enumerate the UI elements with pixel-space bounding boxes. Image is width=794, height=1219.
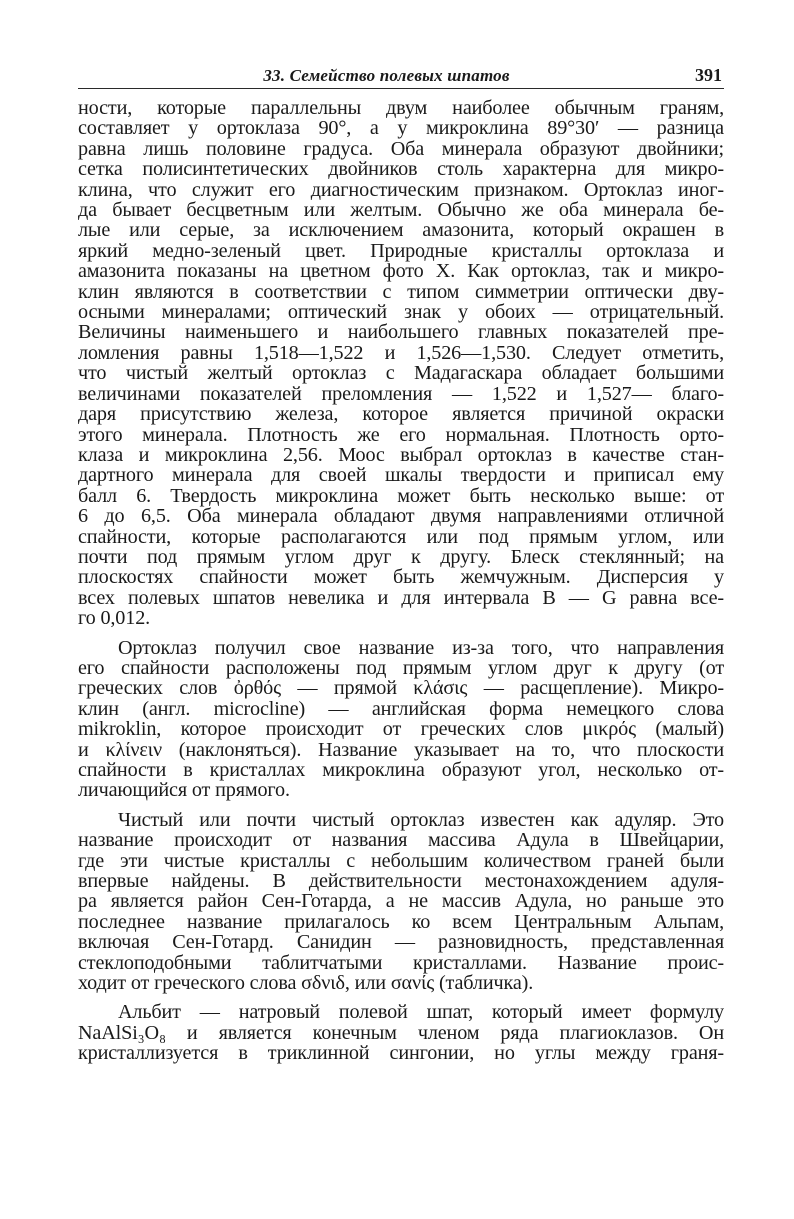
text-line: спайности в кристаллах микроклина образуют угол, несколько от- bbox=[78, 759, 724, 781]
text-line: ности, которые параллельны двум наиболее обычным граням, bbox=[78, 97, 724, 119]
page-number: 391 bbox=[695, 65, 722, 85]
text-line: ра является район Сен-Готарда, а не массив Адула, но раньше это bbox=[78, 890, 724, 913]
text-line: впервые найдены. В действительности местонахождением адуля- bbox=[78, 870, 724, 893]
text-line: mikroklin, которое происходит от греческих слов μικρός (малый) bbox=[78, 718, 724, 741]
text-line: ломления равны 1,518—1,522 и 1,526—1,530. Следует отметить, bbox=[78, 341, 724, 364]
text-line: его спайности расположены под прямым углом друг к другу (от bbox=[78, 656, 724, 679]
text-line: равна лишь половине градуса. Оба минерала образуют двойники; bbox=[78, 137, 724, 160]
text-line: Альбит — натровый полевой шпат, который имеет формулу bbox=[118, 1001, 724, 1024]
running-header bbox=[78, 60, 724, 89]
text-line: что чистый желтый ортоклаз с Мадагаскара обладает большими bbox=[78, 362, 724, 385]
text-line: где эти чистые кристаллы с небольшим количеством граней были bbox=[78, 849, 724, 872]
text-line: и κλίνειν (наклоняться). Название указывает на то, что плоскости bbox=[78, 738, 724, 761]
text-line: клин являются в соответствии с типом симметрии оптически дву- bbox=[78, 280, 724, 303]
text-line: личающийся от прямого. bbox=[78, 779, 290, 802]
text-line: название происходит от названия массива Адула в Швейцарии, bbox=[78, 829, 724, 852]
text-line: Ортоклаз получил свое название из-за того, что направления bbox=[118, 636, 724, 659]
text-line: го 0,012. bbox=[78, 607, 151, 630]
text-line: греческих слов ὀρθός — прямой κλάσις — расщепление). Микро- bbox=[78, 677, 724, 700]
text-line: величинами показателей преломления — 1,522 и 1,527— благо- bbox=[78, 382, 724, 405]
text-line: включая Сен-Готард. Санидин — разновидность, представленная bbox=[78, 931, 724, 954]
text-line: дартного минерала для своей шкалы твердости и приписал ему bbox=[78, 464, 724, 487]
text-line: плоскостях спайности может быть жемчужным. Дисперсия у bbox=[78, 566, 724, 589]
text-line: кристаллизуется в триклинной сингонии, но углы между граня- bbox=[78, 1042, 724, 1065]
text-line: клаза и микроклина 2,56. Моос выбрал ортоклаз в качестве стан- bbox=[78, 443, 724, 466]
text-line: почти под прямым углом друг к другу. Блеск стеклянный; на bbox=[78, 545, 724, 568]
text-line: осными минералами; оптический знак у обоих — отрицательный. bbox=[78, 301, 724, 324]
chapter-title: 33. Семейство полевых шпатов bbox=[263, 66, 510, 85]
text-line: всех полевых шпатов невелика и для интервала B — G равна все- bbox=[78, 586, 724, 609]
paragraph bbox=[78, 810, 724, 994]
text-line: NaAlSi₃O₈ и является конечным членом ряда плагиоклазов. Он bbox=[78, 1021, 724, 1044]
text-line: Величины наименьшего и наибольшего главных показателей пре- bbox=[78, 321, 724, 344]
text-line: ходит от греческого слова σδνιδ, или σανίς (табличка). bbox=[78, 972, 534, 995]
text-line: последнее название прилагалось ко всем Центральным Альпам, bbox=[78, 910, 724, 933]
text-line: да бывает бесцветным или желтым. Обычно же оба минерала бе- bbox=[78, 199, 724, 222]
paragraph bbox=[78, 1002, 724, 1063]
text-line: лые или серые, за исключением амазонита, который окрашен в bbox=[78, 219, 724, 242]
text-line: стеклоподобными таблитчатыми кристаллами. Название проис- bbox=[78, 951, 724, 974]
text-line: балл 6. Твердость микроклина может быть несколько выше: от bbox=[78, 484, 724, 507]
text-line: спайности, которые располагаются или под прямым углом, или bbox=[78, 525, 724, 548]
text-line: даря присутствию железа, которое является причиной окраски bbox=[78, 403, 724, 426]
text-line: этого минерала. Плотность же его нормальная. Плотность орто- bbox=[78, 423, 724, 446]
book-page bbox=[78, 60, 724, 1064]
text-line: Чистый или почти чистый ортоклаз известен как адуляр. Это bbox=[118, 808, 724, 831]
text-line: сетка полисинтетических двойников столь характерна для микро- bbox=[78, 158, 724, 181]
paragraph bbox=[78, 638, 724, 801]
text-line: клина, что служит его диагностическим признаком. Ортоклаз иног- bbox=[78, 178, 724, 201]
body-text bbox=[78, 98, 724, 1064]
text-line: амазонита показаны на цветном фото X. Как ортоклаз, так и микро- bbox=[78, 260, 724, 283]
text-line: клин (англ. microcline) — английская форма немецкого слова bbox=[78, 697, 724, 720]
text-line: яркий медно-зеленый цвет. Природные кристаллы ортоклаза и bbox=[78, 239, 724, 262]
paragraph bbox=[78, 98, 724, 629]
text-line: 6 до 6,5. Оба минерала обладают двумя направлениями отличной bbox=[78, 505, 724, 528]
text-line: составляет у ортоклаза 90°, а у микроклина 89°30′ — разница bbox=[78, 117, 724, 140]
